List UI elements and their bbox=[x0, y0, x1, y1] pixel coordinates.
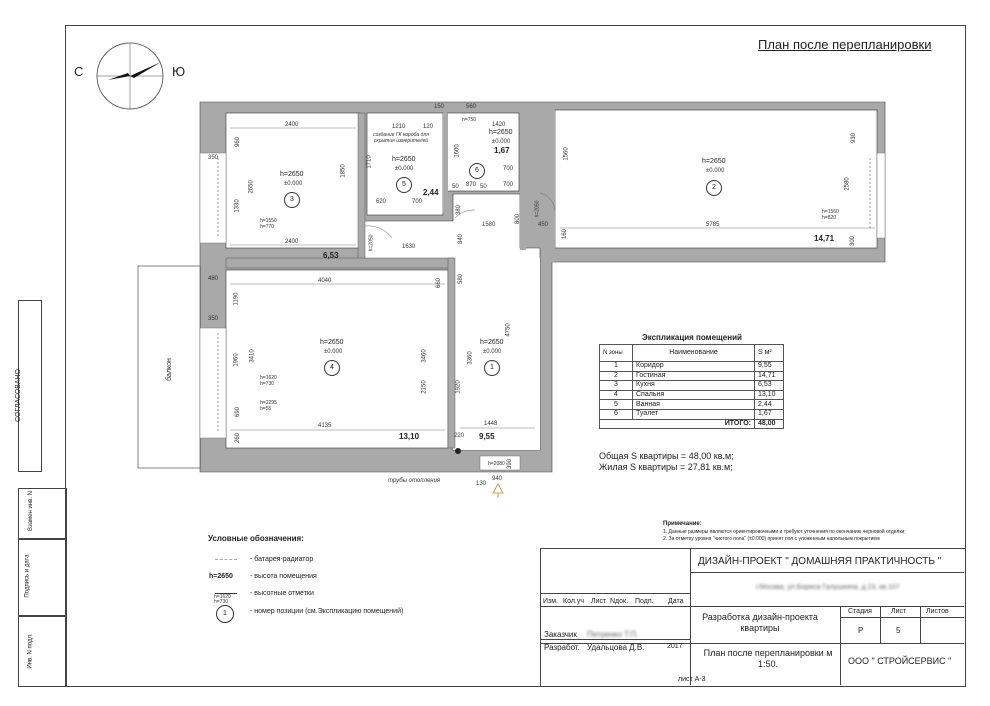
stamp-dev-label: Разработ. bbox=[544, 643, 580, 652]
cell: Кухня bbox=[633, 381, 755, 391]
room-1-height: h=2650 bbox=[480, 339, 504, 346]
room-3-level: ±0.000 bbox=[284, 181, 303, 187]
stamp-col: Изм. bbox=[543, 598, 558, 605]
stamp-stage-head: Стадия bbox=[848, 608, 872, 615]
dim: 870 bbox=[466, 182, 477, 188]
room-2-area: 14,71 bbox=[814, 234, 835, 243]
stamp-stage-head: Лист bbox=[891, 608, 907, 615]
dim-vertical: 660 bbox=[436, 277, 443, 289]
height-mark: h=1620 bbox=[260, 375, 277, 381]
dim-vertical: 2580 bbox=[844, 177, 851, 191]
dim: 5785 bbox=[706, 222, 720, 228]
total-value: 48,00 bbox=[755, 419, 784, 429]
table-total-row bbox=[600, 419, 784, 429]
dim: h=2080 bbox=[488, 461, 505, 467]
table-row bbox=[600, 409, 784, 419]
side-label-approved: СОГЛАСОВАНО bbox=[14, 369, 22, 422]
height-mark: h=730 bbox=[260, 381, 275, 387]
legend-mark: h=1620 bbox=[214, 594, 231, 600]
room-3-marker: 3 bbox=[284, 192, 300, 208]
legend-item: - батарея-радиатор bbox=[250, 556, 314, 563]
legend-height-symbol: h=2650 bbox=[209, 573, 233, 580]
room-2-height: h=2650 bbox=[702, 158, 726, 165]
room-1-area: 9,55 bbox=[479, 432, 495, 441]
height-mark: h=55 bbox=[260, 406, 272, 412]
stamp-line bbox=[690, 548, 691, 685]
dim: 350 bbox=[208, 316, 219, 322]
dim-vertical: 1600 bbox=[454, 144, 461, 158]
room-5-marker: 5 bbox=[396, 177, 412, 193]
side-box-replace bbox=[18, 488, 67, 540]
cell: 14,71 bbox=[755, 371, 784, 381]
explication-table bbox=[599, 344, 784, 429]
room-6-height: h=2650 bbox=[489, 129, 513, 136]
balcony-label: балкон bbox=[165, 358, 173, 381]
dim-vertical: 690 bbox=[235, 406, 242, 418]
dim-vertical: 1920 bbox=[455, 380, 462, 394]
dim: 150 bbox=[434, 104, 445, 110]
room-2-marker: 2 bbox=[706, 180, 722, 196]
cell: Ванная bbox=[633, 400, 755, 410]
dim-vertical: 800 bbox=[515, 213, 522, 225]
stamp-company: ООО " СТРОЙСЕРВИС " bbox=[848, 656, 952, 666]
cell: Спальня bbox=[633, 390, 755, 400]
room-4-level: ±0.000 bbox=[324, 349, 343, 355]
side-label-replace: Взамен инв. N bbox=[28, 490, 35, 532]
stamp-line bbox=[691, 572, 964, 573]
stamp-col: Дата bbox=[668, 598, 684, 605]
box-note: создание ГК короба для скрытия измерителей bbox=[373, 132, 429, 144]
dim-vertical: 1960 bbox=[233, 353, 240, 367]
dim-vertical: 1710 bbox=[366, 155, 373, 169]
page-title: План после перепланировки bbox=[758, 37, 932, 52]
note-line: 1. Данные размеры являются ориентировочными и требуют уточнения по окончанию черновой отделки; bbox=[663, 529, 906, 535]
legend-position-marker: 1 bbox=[216, 605, 234, 623]
dim: 2400 bbox=[285, 122, 299, 128]
dim-vertical: 1190 bbox=[233, 292, 240, 306]
stamp-line bbox=[540, 639, 690, 640]
dim-vertical: 1850 bbox=[340, 164, 347, 178]
dim-vertical: h=2050 bbox=[534, 200, 541, 218]
dim: 50 bbox=[480, 184, 487, 190]
room-5-height: h=2650 bbox=[392, 156, 416, 163]
room-3-area: 6,53 bbox=[323, 251, 339, 260]
cell: 5 bbox=[600, 400, 633, 410]
dim: 1630 bbox=[402, 244, 416, 250]
cell: 4 bbox=[600, 390, 633, 400]
stamp-project-title: ДИЗАЙН-ПРОЕКТ " ДОМАШНЯЯ ПРАКТИЧНОСТЬ " bbox=[698, 556, 942, 567]
height-mark: h=2295 bbox=[260, 400, 277, 406]
room-5-area: 2,44 bbox=[423, 188, 439, 197]
cell: 3 bbox=[600, 381, 633, 391]
legend-mark: h=730 bbox=[214, 599, 229, 605]
dim-vertical: 1560 bbox=[563, 147, 570, 161]
dim-vertical: 3360 bbox=[467, 351, 474, 365]
side-box-approved-2 bbox=[40, 300, 66, 470]
dim: 2400 bbox=[285, 239, 299, 245]
stamp-stage-head: Листов bbox=[926, 608, 949, 615]
stamp-stage-value: Р bbox=[858, 626, 864, 635]
radiator-symbol bbox=[215, 559, 237, 560]
sheet-number-label: лист А-3 bbox=[678, 676, 706, 683]
stamp-address: г.Москва, ул.Бориса Галушкина, д.23, кв.107 bbox=[756, 584, 900, 591]
stamp-work-title: Разработка дизайн-проекта квартиры bbox=[702, 612, 818, 633]
cell: 13,10 bbox=[755, 390, 784, 400]
dim-vertical: 3410 bbox=[249, 349, 256, 363]
dim-vertical: 2650 bbox=[248, 180, 255, 194]
dim: 450 bbox=[538, 222, 549, 228]
side-label-inv: Инв. N подл. bbox=[27, 633, 34, 669]
dim: 700 bbox=[503, 166, 514, 172]
compass-south-label: Ю bbox=[172, 64, 186, 79]
room-3-height: h=2650 bbox=[280, 171, 304, 178]
stamp-line bbox=[920, 606, 921, 643]
dim: 4040 bbox=[318, 278, 332, 284]
cell: 1,67 bbox=[755, 409, 784, 419]
stamp-sheet-value: 5 bbox=[896, 626, 901, 635]
dim-vertical: 390 bbox=[507, 458, 514, 470]
dim: 350 bbox=[208, 155, 219, 161]
room-2-level: ±0.000 bbox=[706, 168, 725, 174]
dim-vertical: 930 bbox=[851, 132, 858, 144]
dim: 1580 bbox=[482, 222, 496, 228]
dim: 1420 bbox=[492, 122, 506, 128]
dim: 50 bbox=[452, 184, 459, 190]
dim: h=750 bbox=[462, 117, 477, 123]
table-header-row bbox=[600, 345, 784, 362]
stamp-sheet-name: План после перепланировки м 1:50. bbox=[703, 648, 833, 669]
dim-vertical: 380 bbox=[456, 204, 463, 216]
dim-vertical: 4750 bbox=[505, 323, 512, 337]
room-4-height: h=2650 bbox=[320, 339, 344, 346]
stamp-line bbox=[880, 606, 881, 643]
dim-vertical: 160 bbox=[562, 228, 569, 240]
stamp-line bbox=[540, 606, 964, 607]
dim-vertical: 3460 bbox=[421, 349, 428, 363]
notes-title: Примечание: bbox=[663, 521, 702, 527]
dim-vertical: h=2050 bbox=[368, 234, 375, 252]
dim: 560 bbox=[466, 104, 477, 110]
side-label-sign: Подпись и дата bbox=[24, 554, 31, 598]
cell: Гостиная bbox=[633, 371, 755, 381]
height-mark: h=1550 bbox=[260, 218, 277, 224]
cell: 2 bbox=[600, 371, 633, 381]
side-box-inv bbox=[18, 615, 67, 687]
explication-title: Экспликация помещений bbox=[642, 333, 742, 342]
total-area: Общая S квартиры = 48,00 кв.м; bbox=[599, 451, 734, 461]
stamp-line bbox=[840, 617, 964, 618]
room-4-marker: 4 bbox=[324, 360, 340, 376]
stamp-year: 2017 bbox=[667, 643, 683, 650]
cell: 9,55 bbox=[755, 362, 784, 372]
room-4-area: 13,10 bbox=[399, 432, 420, 441]
dim: 4135 bbox=[318, 423, 332, 429]
living-area: Жилая S квартиры = 27,81 кв.м; bbox=[599, 462, 733, 472]
table-row bbox=[600, 400, 784, 410]
cell: 1 bbox=[600, 362, 633, 372]
stamp-col: Подп. bbox=[635, 598, 654, 605]
table-header-cell: S м² bbox=[755, 345, 784, 362]
table-row bbox=[600, 362, 784, 372]
cell: Коридор bbox=[633, 362, 755, 372]
room-1-marker: 1 bbox=[484, 360, 500, 376]
stamp-customer-label: Заказчик bbox=[544, 630, 577, 639]
legend-title: Условные обозначения: bbox=[208, 534, 304, 543]
table-row bbox=[600, 371, 784, 381]
dim: 620 bbox=[376, 199, 387, 205]
dim: 480 bbox=[208, 276, 219, 282]
dim: 220 bbox=[454, 433, 465, 439]
table-row bbox=[600, 390, 784, 400]
legend-item: - высотные отметки bbox=[250, 590, 314, 597]
dim: 1448 bbox=[484, 421, 498, 427]
room-5-level: ±0.000 bbox=[395, 166, 414, 172]
stamp-customer-name: Петренко Т.П. bbox=[587, 630, 639, 639]
room-1-level: ±0.000 bbox=[483, 349, 502, 355]
dim: 130 bbox=[476, 481, 487, 487]
dim-vertical: 840 bbox=[458, 233, 465, 245]
dim: 700 bbox=[503, 182, 514, 188]
stamp-line bbox=[540, 593, 690, 594]
height-mark: h=820 bbox=[822, 215, 837, 221]
dim-vertical: 960 bbox=[235, 136, 242, 148]
stamp-col: Кол.уч bbox=[563, 598, 584, 605]
room-6-area: 1,67 bbox=[494, 146, 510, 155]
height-mark: h=770 bbox=[260, 224, 275, 230]
dim: 700 bbox=[412, 199, 423, 205]
pipes-label: трубы отопления bbox=[388, 478, 441, 484]
stamp-col: Nдок. bbox=[610, 598, 629, 605]
table-row bbox=[600, 381, 784, 391]
dim: 120 bbox=[423, 124, 434, 130]
table-header-cell: Наименование bbox=[633, 345, 755, 362]
dim-vertical: 580 bbox=[458, 273, 465, 285]
note-line: 2. За отметку уровня "чистого пола" (±0.000) принят пол с уложенным напольным покрытием bbox=[663, 536, 880, 542]
cell: Туалет bbox=[633, 409, 755, 419]
legend-item: - номер позиции (см.Экспликацию помещений) bbox=[250, 608, 404, 615]
cell: 6,53 bbox=[755, 381, 784, 391]
dim-vertical: 1330 bbox=[234, 199, 241, 213]
dim-vertical: 300 bbox=[850, 235, 857, 247]
stamp-dev-name: Удальцова Д.В. bbox=[587, 643, 645, 652]
table-header-cell: N зоны bbox=[600, 345, 633, 362]
dim: 1210 bbox=[392, 124, 406, 130]
room-6-marker: 6 bbox=[469, 163, 485, 179]
dim-vertical: 2150 bbox=[421, 380, 428, 394]
cell: 6 bbox=[600, 409, 633, 419]
total-label: ИТОГО: bbox=[600, 419, 755, 429]
legend-item: - высота помещения bbox=[250, 573, 317, 580]
dim-vertical: 260 bbox=[235, 432, 242, 444]
cell: 2,44 bbox=[755, 400, 784, 410]
stamp-col: Лист bbox=[591, 598, 607, 605]
height-mark: h=1560 bbox=[822, 209, 839, 215]
compass-north-label: С bbox=[74, 64, 84, 79]
room-6-level: ±0.000 bbox=[492, 139, 511, 145]
dim: 940 bbox=[492, 476, 503, 482]
floor-plan bbox=[130, 98, 910, 498]
